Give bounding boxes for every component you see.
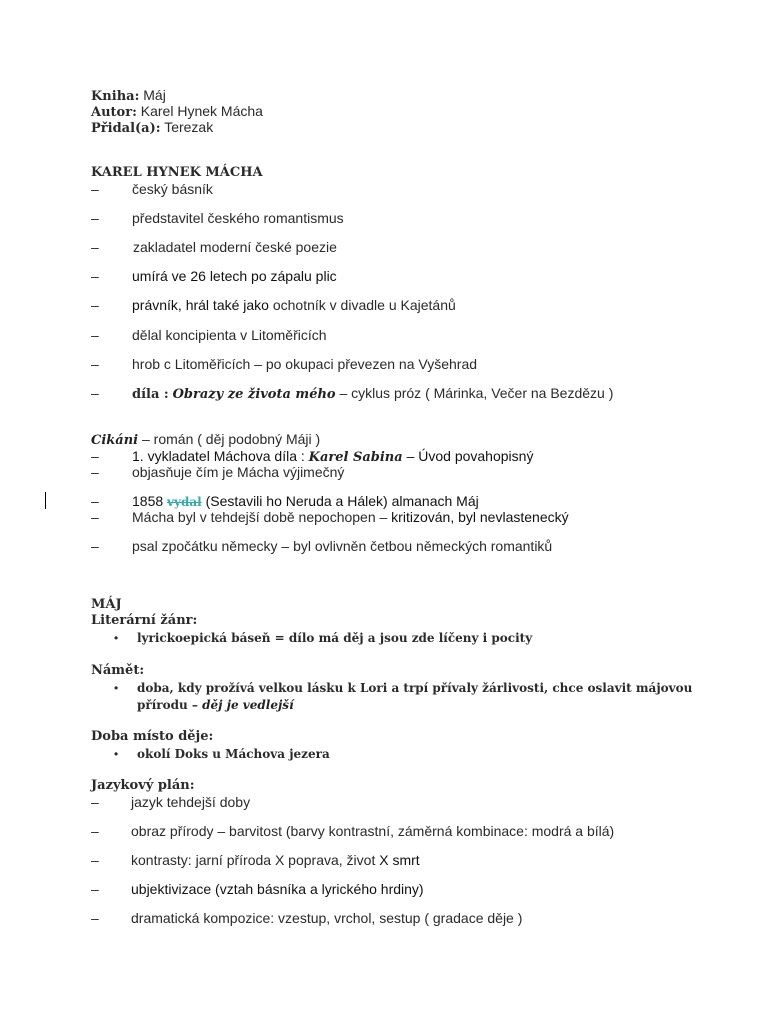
dash-marker: – — [91, 268, 99, 284]
genre-label: Literární žánr: — [91, 613, 198, 628]
list-item-text-start: právník, hrál také jako — [132, 297, 269, 313]
list-item-text: dělal koncipienta v Litoměřicích — [132, 327, 327, 343]
dash-marker: – — [91, 239, 99, 255]
book-label: Kniha: — [91, 89, 140, 104]
author-label: Autor: — [91, 105, 137, 120]
bullet-marker: • — [114, 747, 119, 761]
bullet-item-text: lyrickoepická báseň = dílo má děj a jsou zde líčeny i pocity — [137, 631, 533, 645]
bullet-marker: • — [114, 631, 119, 645]
list-item-text — [131, 851, 420, 869]
works-label: díla : — [132, 387, 169, 402]
dash-marker: – — [91, 493, 99, 509]
bullet-marker: • — [114, 681, 119, 695]
dash-marker: – — [91, 823, 99, 839]
contrast-rest: X smrt — [375, 852, 420, 868]
list-item-text: psal zpočátku německy – byl ovlivněn četbou německých romantiků — [132, 538, 553, 554]
list-item-text: objasňuje čím je Mácha výjimečný — [132, 464, 345, 480]
list-item-text — [132, 508, 569, 526]
language-label: Jazykový plán: — [91, 778, 195, 793]
list-item-text: obraz přírody – barvitost (barvy kontrastní, záměrná kombinace: modrá a bílá) — [131, 823, 615, 839]
dash-marker: – — [91, 538, 99, 554]
sabina-rest: – Úvod povahopisný — [402, 448, 534, 464]
list-item-text-rest: ochotník v divadle u Kajetánů — [268, 297, 456, 313]
list-item-text: jazyk tehdejší doby — [131, 794, 251, 810]
section-title-maj: MÁJ — [91, 597, 122, 612]
topic-cont: přírodu – — [137, 698, 203, 712]
dash-marker: – — [91, 385, 99, 401]
added-label: Přidal(a): — [91, 121, 161, 136]
list-item-text: dramatická kompozice: vzestup, vrchol, sestup ( gradace děje ) — [131, 910, 523, 926]
dash-marker: – — [91, 881, 99, 897]
book-value: Máj — [143, 87, 166, 103]
dash-marker: – — [91, 356, 99, 372]
text-cursor — [45, 492, 46, 509]
added-value: Terezak — [164, 119, 214, 135]
misunderstood-start: Mácha byl v tehdejší době nepochopen – — [132, 509, 388, 525]
almanac-year: 1858 — [132, 493, 168, 509]
bullet-item-text — [137, 695, 294, 714]
list-item-text: ubjektivizace (vztah básníka a lyrického hrdiny) — [131, 881, 424, 897]
list-item-text: zakladatel moderní české poezie — [133, 239, 337, 255]
sabina-name: Karel Sabina — [308, 450, 403, 465]
misunderstood-rest: kritizován, byl nevlastenecký — [387, 509, 569, 525]
dash-marker: – — [91, 509, 99, 525]
topic-emph: děj je vedlejší — [202, 698, 294, 712]
added-line — [91, 118, 213, 138]
dash-marker: – — [91, 297, 99, 313]
list-item-text: umírá ve 26 letech po zápalu plic — [132, 268, 337, 284]
list-item-text: hrob c Litoměřicích – po okupaci převezen na Vyšehrad — [132, 356, 478, 372]
cikani-rest: – román ( děj podobný Máji ) — [138, 431, 321, 447]
sabina-start: 1. vykladatel Máchova díla : — [132, 448, 309, 464]
contrast-start: kontrasty: jarní příroda X poprava, život — [131, 852, 376, 868]
dash-marker: – — [91, 852, 99, 868]
dash-marker: – — [91, 327, 99, 343]
list-item-text: český básník — [132, 181, 213, 197]
dash-marker: – — [91, 910, 99, 926]
place-label: Doba místo děje: — [91, 729, 214, 744]
cikani-label: Cikáni — [91, 433, 139, 448]
section-title-macha: KAREL HYNEK MÁCHA — [91, 165, 263, 180]
dash-marker: – — [91, 210, 99, 226]
struck-word: vydal — [167, 495, 202, 509]
almanac-rest: (Sestavili ho Neruda a Hálek) almanach Máj — [201, 493, 479, 509]
bullet-item-text: okolí Doks u Máchova jezera — [137, 747, 330, 761]
author-value: Karel Hynek Mácha — [140, 103, 263, 119]
list-item-text — [132, 296, 456, 314]
bullet-item-text: doba, kdy prožívá velkou lásku k Lori a trpí přívaly žárlivosti, chce oslavit májovou — [137, 681, 693, 695]
dash-marker: – — [91, 448, 99, 464]
list-item-text: představitel českého romantismus — [132, 210, 344, 226]
dash-marker: – — [91, 794, 99, 810]
topic-label: Námět: — [91, 663, 145, 678]
dash-marker: – — [91, 181, 99, 197]
dash-marker: – — [91, 464, 99, 480]
works-rest: – cyklus próz ( Márinka, Večer na Bezdězu ) — [335, 385, 614, 401]
works-title: Obrazy ze života mého — [172, 387, 336, 402]
works-line — [132, 384, 613, 404]
